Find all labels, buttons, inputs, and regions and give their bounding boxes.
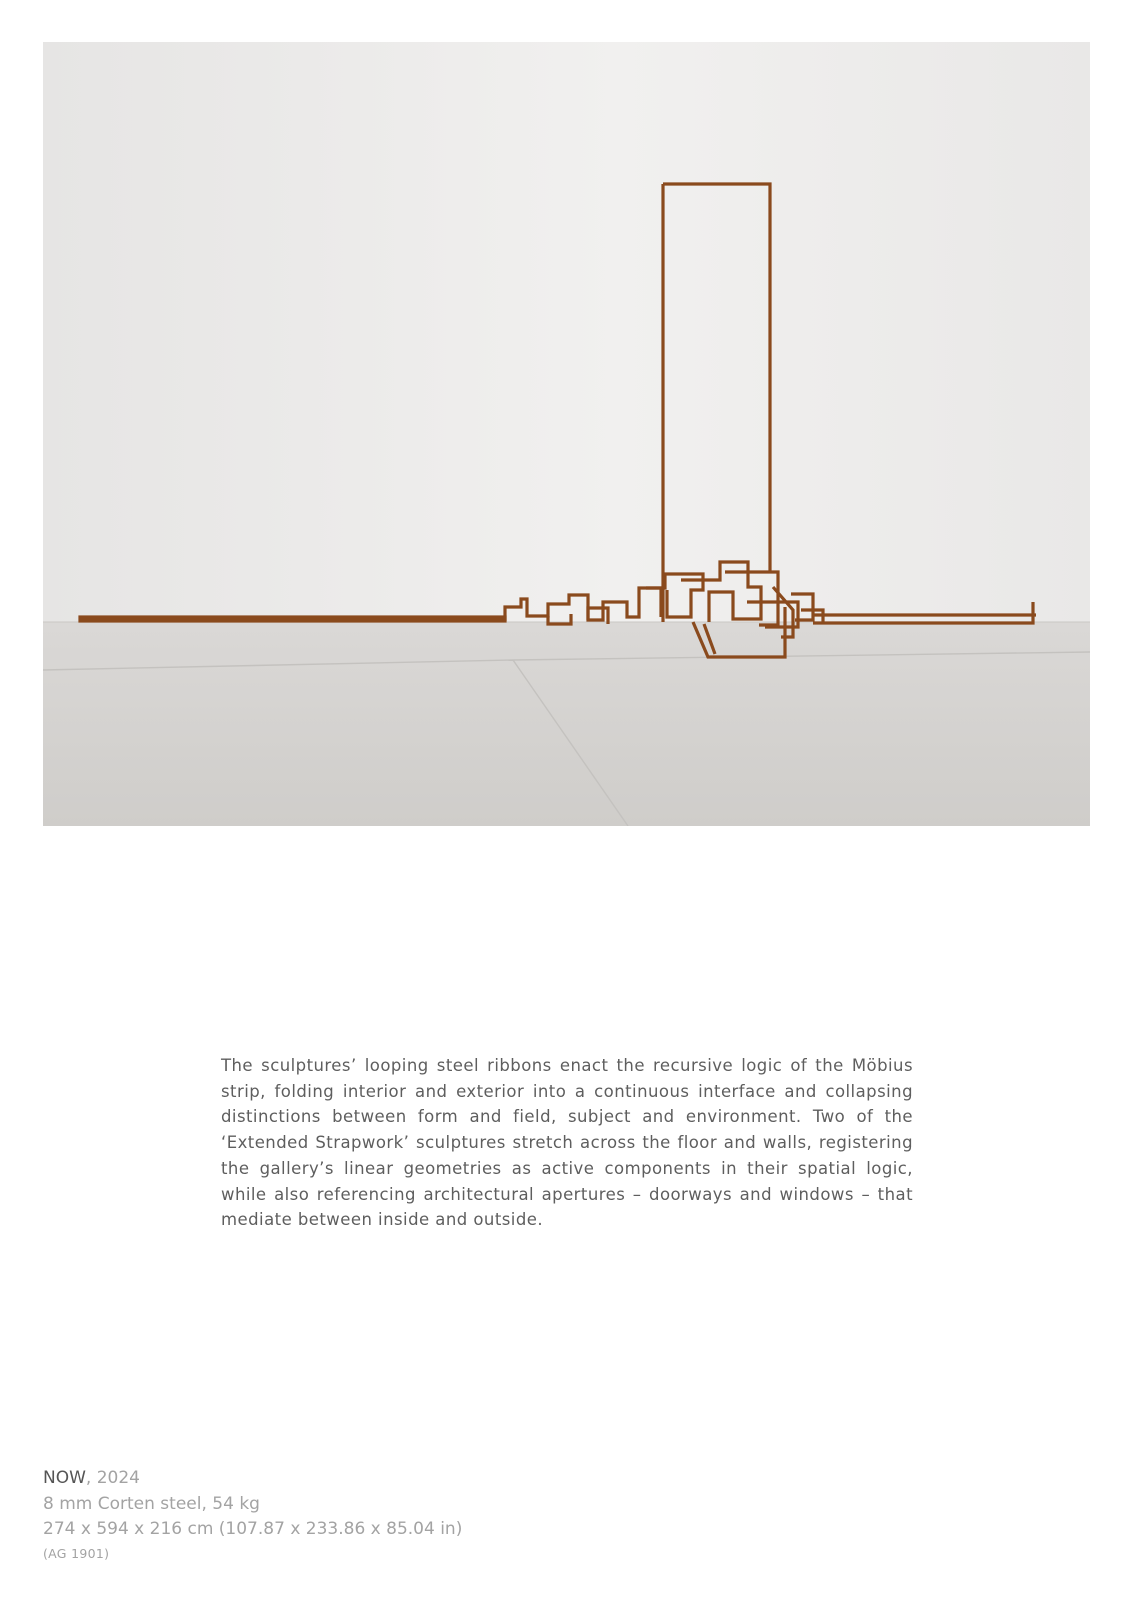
artwork-caption [43,1466,743,1565]
gallery-floor [43,622,1090,826]
artwork-year: 2024 [96,1468,140,1488]
artwork-title: NOW [43,1468,86,1488]
title-separator: , [85,1468,97,1488]
artwork-photo [43,42,1090,826]
caption-title-line [43,1466,743,1492]
gallery-wall [43,42,1090,622]
artwork-dimensions: 274 x 594 x 216 cm (107.87 x 233.86 x 85.04 in) [43,1519,463,1539]
artwork-material: 8 mm Corten steel, 54 kg [43,1493,260,1514]
artwork-inventory-number: (AG 1901) [43,1545,110,1561]
essay-paragraph: The sculptures’ looping steel ribbons enact the recursive logic of the Möbius strip, folding interior and exterior into a continuous interface and collapsing distinctions between form and field, subject and environment. Two of the ‘Extended Strapwork’ sculptures stretch across the floor and walls, registering the gallery’s linear geometries as active components in their spatial logic, while also referencing architectural apertures – doorways and windows – that mediate between inside and outside. [221,1056,913,1230]
